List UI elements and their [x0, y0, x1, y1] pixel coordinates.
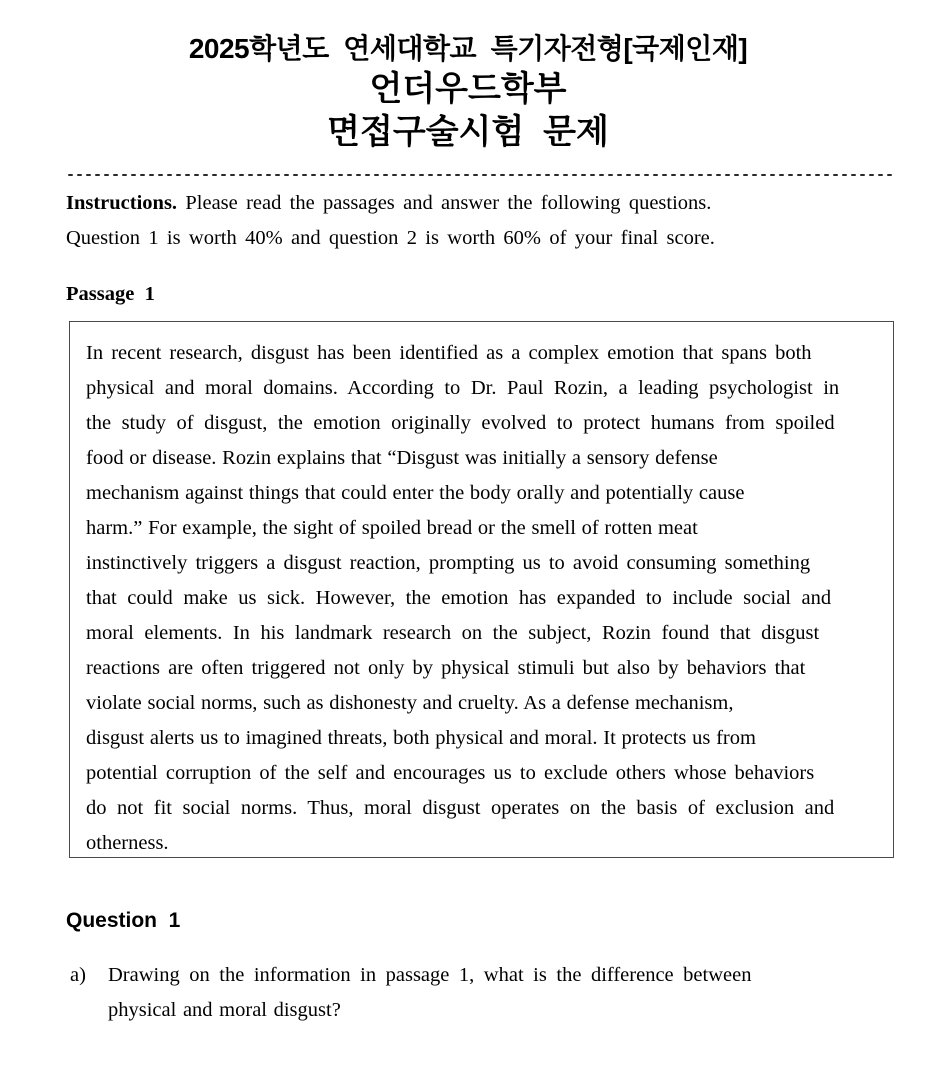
passage-line: mechanism against things that could enter the body orally and potentially cause [86, 482, 745, 504]
passage-text [70, 322, 893, 861]
passage-line: violate social norms, such as dishonesty and cruelty. As a defense mechanism, [86, 692, 734, 714]
question-item-line-2: physical and moral disgust? [108, 999, 341, 1021]
passage-line: potential corruption of the self and encourages us to exclude others whose behaviors [86, 762, 815, 784]
passage-line: the study of disgust, the emotion originally evolved to protect humans from spoiled [86, 412, 835, 434]
question-item-marker: a) [70, 964, 86, 986]
passage-line: reactions are often triggered not only by physical stimuli but also by behaviors that [86, 657, 806, 679]
instructions-line-1-text: Please read the passages and answer the following questions. [177, 192, 712, 214]
passage-line: that could make us sick. However, the emotion has expanded to include social and [86, 587, 832, 609]
passage-box [69, 321, 894, 858]
passage-heading: Passage 1 [66, 283, 155, 305]
passage-line: otherness. [86, 832, 169, 854]
instructions-label: Instructions. [66, 192, 178, 214]
title-line-1: 2025학년도 연세대학교 특기자전형[국제인재] [188, 33, 748, 64]
instructions-line-1 [66, 186, 896, 221]
question-item-line-1: Drawing on the information in passage 1, what is the difference between [108, 964, 752, 986]
dotted-divider [66, 172, 894, 176]
passage-line: moral elements. In his landmark research on the subject, Rozin found that disgust [86, 622, 820, 644]
question-item-a [66, 958, 896, 1028]
question-heading: Question 1 [66, 909, 181, 932]
passage-line: In recent research, disgust has been identified as a complex emotion that spans both [86, 342, 812, 364]
page-title [0, 30, 936, 154]
instructions-line-2: Question 1 is worth 40% and question 2 is worth 60% of your final score. [66, 227, 715, 249]
passage-line: disgust alerts us to imagined threats, both physical and moral. It protects us from [86, 727, 756, 749]
title-line-3: 면접구술시험 문제 [327, 113, 609, 151]
passage-line: food or disease. Rozin explains that “Disgust was initially a sensory defense [86, 447, 718, 469]
passage-line: harm.” For example, the sight of spoiled bread or the smell of rotten meat [86, 517, 698, 539]
passage-line: do not fit social norms. Thus, moral disgust operates on the basis of exclusion and [86, 797, 835, 819]
title-line-2: 언더우드학부 [369, 70, 567, 108]
passage-line: physical and moral domains. According to Dr. Paul Rozin, a leading psychologist in [86, 377, 840, 399]
instructions-block [66, 186, 896, 256]
passage-line: instinctively triggers a disgust reaction, prompting us to avoid consuming something [86, 552, 811, 574]
question-list [66, 958, 896, 1028]
